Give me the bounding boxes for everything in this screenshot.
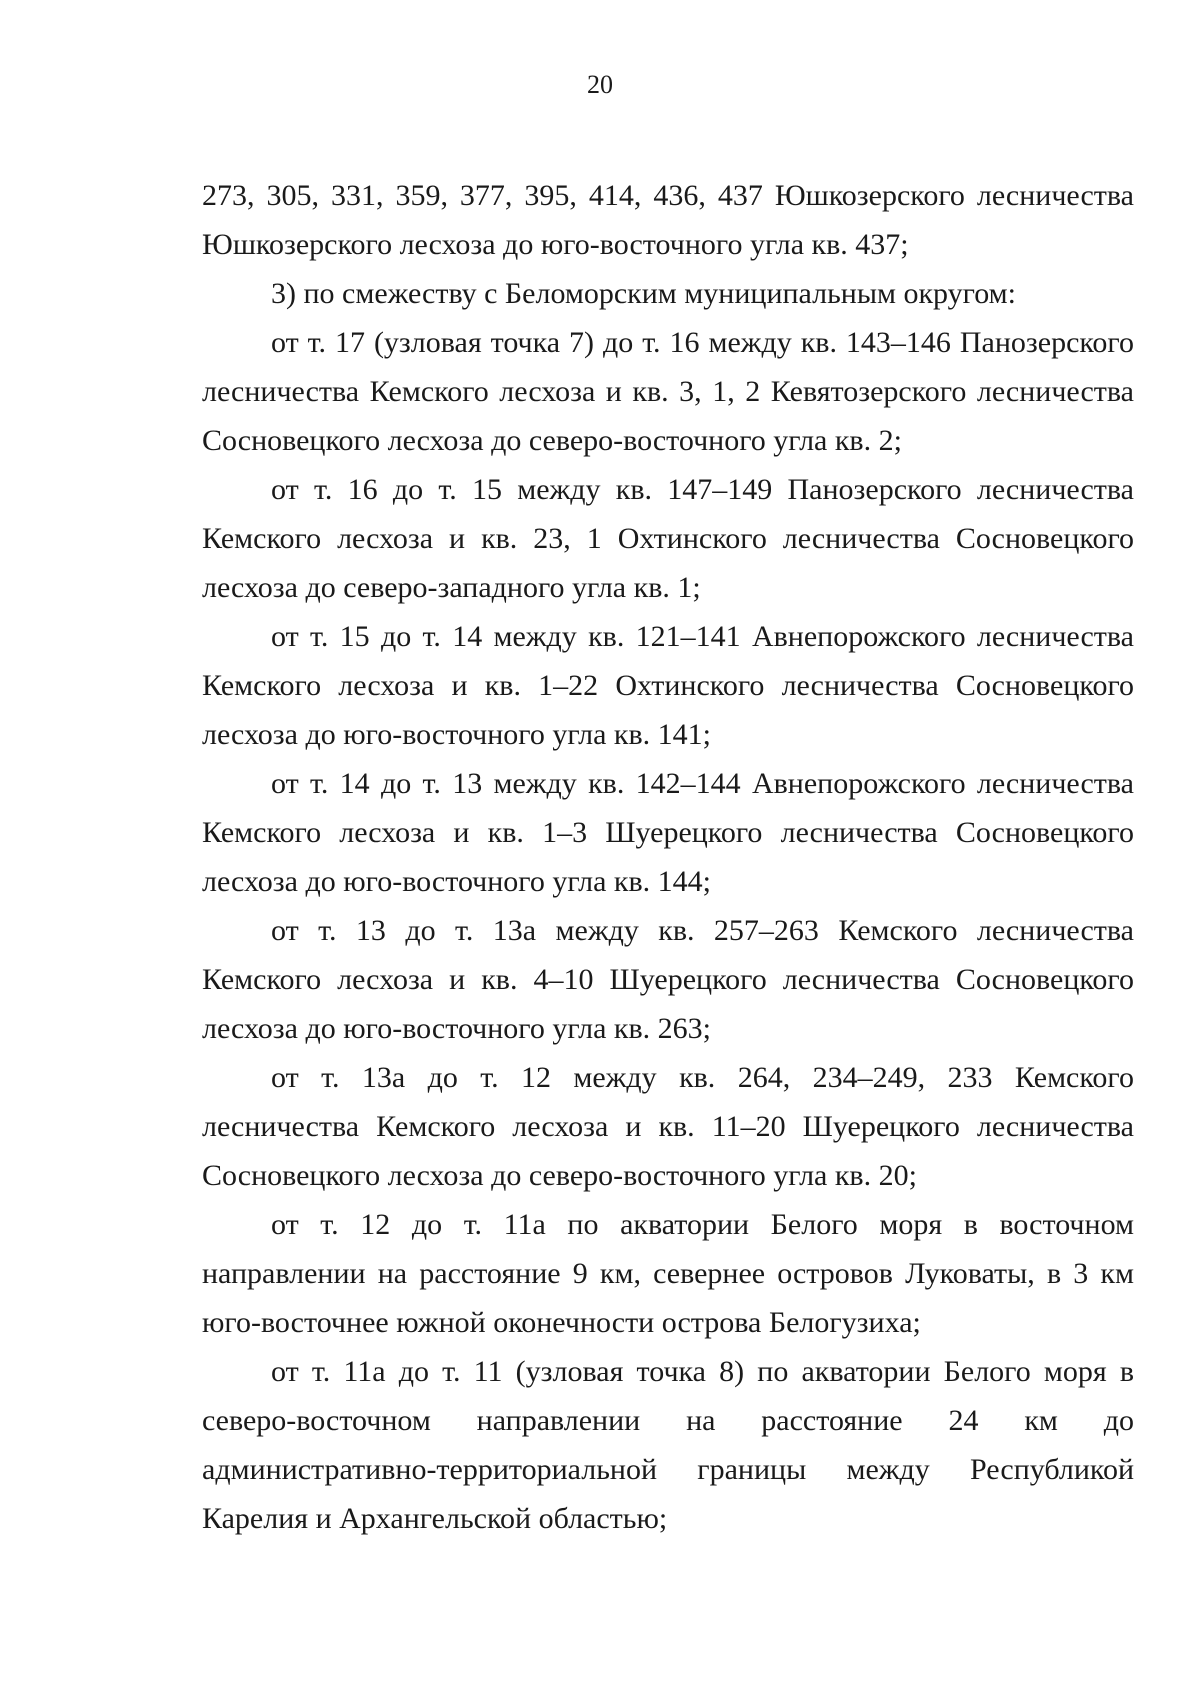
paragraph-3: от т. 17 (узловая точка 7) до т. 16 между кв. 143–146 Панозерского лесничества Кемского лесхоза и кв. 3, 1, 2 Кевятозерского лесничества Сосновецкого лесхоза до северо-восточного угла кв. 2; — [202, 326, 1134, 457]
page-number: 20 — [587, 70, 613, 99]
paragraph-7: от т. 13 до т. 13а между кв. 257–263 Кемского лесничества Кемского лесхоза и кв. 4–10 Шуерецкого лесничества Сосновецкого лесхоза до юго-восточного угла кв. 263; — [202, 914, 1134, 1045]
document-body — [202, 171, 1134, 1543]
paragraph-4: от т. 16 до т. 15 между кв. 147–149 Панозерского лесничества Кемского лесхоза и кв. 23, 1 Охтинского лесничества Сосновецкого лесхоза до северо-западного угла кв. 1; — [202, 473, 1134, 604]
paragraph-1: 273, 305, 331, 359, 377, 395, 414, 436, 437 Юшкозерского лесничества Юшкозерского лесхоза до юго-восточного угла кв. 437; — [202, 179, 1134, 261]
paragraph-10: от т. 11а до т. 11 (узловая точка 8) по акватории Белого моря в северо-восточном направлении на расстояние 24 км до административно-территориальной границы между Республикой Карелия и Архангельской областью; — [202, 1355, 1134, 1535]
paragraph-5: от т. 15 до т. 14 между кв. 121–141 Авнепорожского лесничества Кемского лесхоза и кв. 1–22 Охтинского лесничества Сосновецкого лесхоза до юго-восточного угла кв. 141; — [202, 620, 1134, 751]
paragraph-6: от т. 14 до т. 13 между кв. 142–144 Авнепорожского лесничества Кемского лесхоза и кв. 1–3 Шуерецкого лесничества Сосновецкого лесхоза до юго-восточного угла кв. 144; — [202, 767, 1134, 898]
paragraph-9: от т. 12 до т. 11а по акватории Белого моря в восточном направлении на расстояние 9 км, севернее островов Луковаты, в 3 км юго-восточнее южной оконечности острова Белогузиха; — [202, 1208, 1134, 1339]
paragraph-8: от т. 13а до т. 12 между кв. 264, 234–249, 233 Кемского лесничества Кемского лесхоза и кв. 11–20 Шуерецкого лесничества Сосновецкого лесхоза до северо-восточного угла кв. 20; — [202, 1061, 1134, 1192]
paragraph-2: 3) по смежеству с Беломорским муниципальным округом: — [271, 277, 1016, 310]
